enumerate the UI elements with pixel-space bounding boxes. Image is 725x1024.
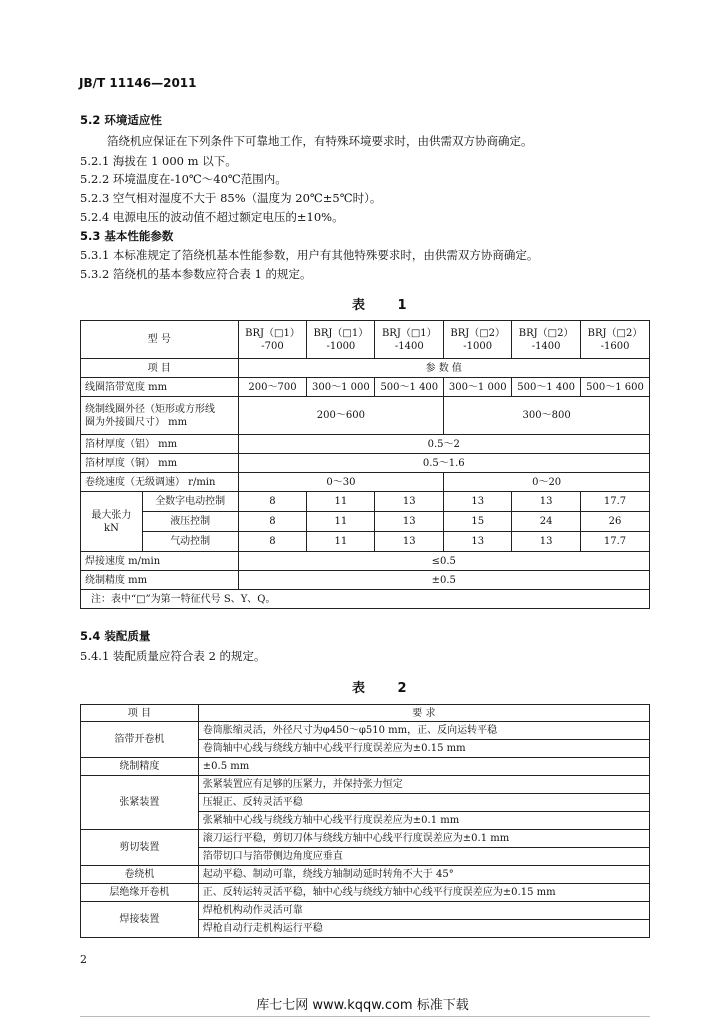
- table-cell: 13: [444, 532, 512, 552]
- clause-5-2-1: 5.2.1 海拔在 1 000 m 以下。: [80, 154, 237, 168]
- row-label: 焊接装置: [81, 902, 199, 938]
- table-row: [81, 532, 650, 552]
- clause-5-2-2: 5.2.2 环境温度在-10℃～40℃范围内。: [80, 172, 287, 186]
- model-label: 型 号: [81, 321, 239, 359]
- table-row: [81, 512, 650, 532]
- requirement-cell: 张紧装置应有足够的压紧力，并保持张力恒定: [198, 776, 649, 794]
- table-cell: 500～1 400: [375, 378, 444, 397]
- clause-5-3-2: 5.3.2 箔绕机的基本参数应符合表 1 的规定。: [80, 267, 312, 281]
- table-cell: 300～1 000: [444, 378, 512, 397]
- table-cell: 13: [512, 492, 581, 512]
- page-number: 2: [80, 953, 87, 966]
- table-2-title: 表 2: [352, 681, 421, 696]
- document-header: JB/T 11146—2011: [79, 76, 197, 90]
- row-label: 线圈箔带宽度 mm: [81, 378, 239, 397]
- table-cell: 500～1 600: [581, 378, 650, 397]
- table-cell: 0.5～2: [238, 435, 649, 454]
- requirement-cell: 张紧轴中心线与绕线方轴中心线平行度误差应为±0.1 mm: [198, 812, 649, 830]
- table-cell: 300～800: [444, 397, 650, 435]
- model-cell: BRJ（□1） -700: [238, 321, 307, 359]
- table-1-header-row: [81, 359, 650, 378]
- table-1: [80, 320, 650, 609]
- table-row: [81, 902, 650, 920]
- table-cell: 8: [238, 492, 307, 512]
- table-cell: 15: [444, 512, 512, 532]
- table-row: [81, 378, 650, 397]
- table-cell: 26: [581, 512, 650, 532]
- requirement-cell: 焊枪机构动作灵活可靠: [198, 902, 649, 920]
- table-cell: 17.7: [581, 492, 650, 512]
- table-row: [81, 454, 650, 473]
- clause-5-2-3: 5.2.3 空气相对湿度不大于 85%（温度为 20℃±5℃时）。: [80, 191, 382, 205]
- column-header: 项 目: [81, 705, 199, 722]
- table-row: [81, 473, 650, 492]
- table-cell: 24: [512, 512, 581, 532]
- param-label: 参 数 值: [238, 359, 649, 378]
- table-cell: 11: [307, 492, 375, 512]
- table-cell: ±0.5: [238, 571, 649, 590]
- row-label: 焊接速度 m/min: [81, 552, 239, 571]
- row-label: 气动控制: [142, 532, 238, 552]
- table-row: [81, 830, 650, 848]
- table-row: [81, 492, 650, 512]
- table-row: [81, 866, 650, 884]
- table-cell: 500～1 400: [512, 378, 581, 397]
- table-cell: 13: [512, 532, 581, 552]
- requirement-cell: 焊枪自动行走机构运行平稳: [198, 920, 649, 938]
- row-label: 箔材厚度（铜） mm: [81, 454, 239, 473]
- table-cell: 13: [375, 532, 444, 552]
- section-heading-5-3: 5.3 基本性能参数: [80, 229, 174, 243]
- row-label: 液压控制: [142, 512, 238, 532]
- table-1-note: 注：表中“□”为第一特征代号 S、Y、Q。: [81, 590, 650, 609]
- row-label: 层绝缘开卷机: [81, 884, 199, 902]
- clause-5-2-4: 5.2.4 电源电压的波动值不超过额定电压的±10%。: [80, 210, 344, 224]
- row-label: 绕制精度: [81, 758, 199, 776]
- model-cell: BRJ（□2） -1400: [512, 321, 581, 359]
- table-1-title: 表 1: [352, 298, 421, 313]
- table-row: [81, 435, 650, 454]
- table-cell: 0～20: [444, 473, 650, 492]
- model-cell: BRJ（□1） -1400: [375, 321, 444, 359]
- table-cell: 200～700: [238, 378, 307, 397]
- table-row: [81, 571, 650, 590]
- table-cell: 13: [444, 492, 512, 512]
- footer-text: 库七七网 www.kqqw.com 标准下载: [256, 998, 469, 1013]
- requirement-cell: 卷筒胀缩灵活，外径尺寸为φ450～φ510 mm，正、反向运转平稳: [198, 722, 649, 740]
- column-header: 要 求: [198, 705, 649, 722]
- tension-label: 最大张力 kN: [81, 492, 143, 552]
- table-1-model-row: [81, 321, 650, 359]
- clause-5-3-1: 5.3.1 本标准规定了箔绕机基本性能参数，用户有其他特殊要求时，由供需双方协商确定。: [80, 248, 539, 262]
- table-cell: 11: [307, 512, 375, 532]
- table-cell: 300～1 000: [307, 378, 375, 397]
- row-label: 卷绕机: [81, 866, 199, 884]
- model-cell: BRJ（□2） -1000: [444, 321, 512, 359]
- table-cell: 0.5～1.6: [238, 454, 649, 473]
- table-2: [80, 704, 650, 938]
- row-label: 剪切装置: [81, 830, 199, 866]
- row-label: 绕制线圈外径（矩形或方形线 圈为外接圆尺寸） mm: [81, 397, 239, 435]
- paragraph: 箔绕机应保证在下列条件下可靠地工作，有特殊环境要求时，由供需双方协商确定。: [107, 134, 533, 148]
- requirement-cell: 压辊正、反转灵活平稳: [198, 794, 649, 812]
- row-label: 箔材厚度（铝） mm: [81, 435, 239, 454]
- table-2-header-row: [81, 705, 650, 722]
- table-cell: 13: [375, 512, 444, 532]
- table-row: [81, 722, 650, 740]
- row-label: 箔带开卷机: [81, 722, 199, 758]
- table-cell: ≤0.5: [238, 552, 649, 571]
- table-row: [81, 884, 650, 902]
- table-row: [81, 397, 650, 435]
- table-cell: 8: [238, 532, 307, 552]
- requirement-cell: 卷筒轴中心线与绕线方轴中心线平行度误差应为±0.15 mm: [198, 740, 649, 758]
- table-cell: 17.7: [581, 532, 650, 552]
- requirement-cell: 箔带切口与箔带侧边角度应垂直: [198, 848, 649, 866]
- clause-5-4-1: 5.4.1 装配质量应符合表 2 的规定。: [80, 649, 266, 663]
- row-label: 全数字电动控制: [142, 492, 238, 512]
- row-label: 张紧装置: [81, 776, 199, 830]
- table-cell: 13: [375, 492, 444, 512]
- footer-divider: [80, 1016, 650, 1017]
- table-row: [81, 776, 650, 794]
- requirement-cell: 起动平稳、制动可靠，绕线方轴制动延时转角不大于 45°: [198, 866, 649, 884]
- requirement-cell: 正、反转运转灵活平稳，轴中心线与绕线方轴中心线平行度误差应为±0.15 mm: [198, 884, 649, 902]
- table-row: [81, 758, 650, 776]
- table-row: [81, 552, 650, 571]
- section-heading-5-2: 5.2 环境适应性: [80, 113, 162, 127]
- item-label: 项 目: [81, 359, 239, 378]
- model-cell: BRJ（□1） -1000: [307, 321, 375, 359]
- row-label: 卷绕速度（无级调速） r/min: [81, 473, 239, 492]
- table-note-row: [81, 590, 650, 609]
- row-label: 绕制精度 mm: [81, 571, 239, 590]
- table-cell: 11: [307, 532, 375, 552]
- table-cell: 200～600: [238, 397, 444, 435]
- requirement-cell: 滚刀运行平稳，剪切刀体与绕线方轴中心线平行度误差应为±0.1 mm: [198, 830, 649, 848]
- table-cell: 0～30: [238, 473, 444, 492]
- requirement-cell: ±0.5 mm: [198, 758, 649, 776]
- model-cell: BRJ（□2） -1600: [581, 321, 650, 359]
- section-heading-5-4: 5.4 装配质量: [80, 629, 151, 643]
- table-cell: 8: [238, 512, 307, 532]
